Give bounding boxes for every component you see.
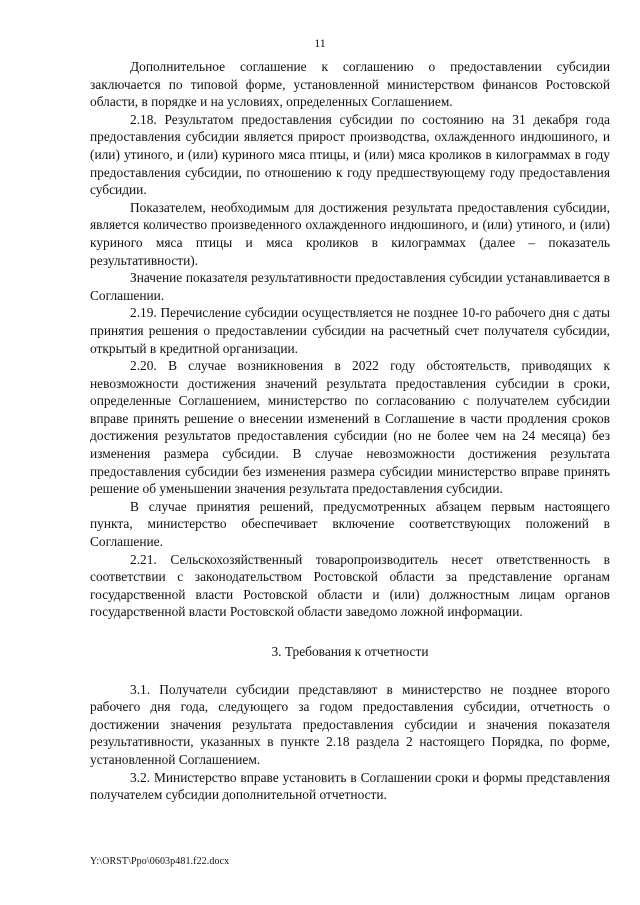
document-body <box>90 58 610 804</box>
footer-file-path: Y:\ORST\Ppo\0603p481.f22.docx <box>90 856 230 867</box>
paragraph: 3.2. Министерство вправе установить в Соглашении сроки и формы представления получателем субсидии дополнительной отчетности. <box>90 769 610 803</box>
paragraph: 2.19. Перечисление субсидии осуществляется не позднее 10-го рабочего дня с даты принятия решения о предоставлении субсидии на расчетный счет получателя субсидии, открытый в кредитной организации. <box>90 305 610 356</box>
paragraph: В случае принятия решений, предусмотренных абзацем первым настоящего пункта, министерство обеспечивает включение соответствующих положений в Соглашение. <box>90 498 610 550</box>
page-number: 11 <box>314 36 326 50</box>
section-heading: 3. Требования к отчетности <box>271 644 429 659</box>
paragraph: 3.1. Получатели субсидии представляют в министерство не позднее второго рабочего дня года, следующего за годом предоставления субсидии, отчетность о достижении значения результата предоставления субсидии и значения показателя результативности, указанных в пункте 2.18 раздела 2 настоящего Порядка, по форме, установленной Соглашением. <box>90 681 610 767</box>
paragraph: Дополнительное соглашение к соглашению о предоставлении субсидии заключается по типовой форме, установленной министерством финансов Ростовской области, в порядке и на условиях, определенных Соглашением. <box>90 59 610 110</box>
paragraph: Значение показателя результативности предоставления субсидии устанавливается в Соглашении. <box>90 270 610 303</box>
paragraph: 2.21. Сельскохозяйственный товаропроизводитель несет ответственность в соответствии с законодательством Ростовской области за представление органам государственной власти Ростовской области и (или) должностным лицам органов государственной власти Ростовской области заведомо ложной информации. <box>90 551 610 620</box>
paragraph: 2.20. В случае возникновения в 2022 году обстоятельств, приводящих к невозможности достижения значений результата предоставления субсидии в сроки, определенные Соглашением, министерство по согласованию с получателем субсидии вправе принять решение о внесении изменений в Соглашение в части продления сроков достижения результатов предоставления субсидии (но не более чем на 24 месяца) без изменения размера субсидии. В случае невозможности достижения результата предоставления субсидии без изменения размера субсидии министерство вправе принять решение об уменьшении значения результата предоставления субсидии. <box>90 358 610 497</box>
paragraph: Показателем, необходимым для достижения результата предоставления субсидии, является количество произведенного охлажденного индюшиного, и (или) утиного, и (или) куриного мяса птицы и мяса кроликов в килограммах (далее – показатель результативности). <box>90 199 610 268</box>
paragraph: 2.18. Результатом предоставления субсидии по состоянию на 31 декабря года предоставления субсидии является прирост производства, охлажденного индюшиного, и (или) утиного, и (или) куриного мяса птицы, и (или) мяса кроликов в килограммах в году предоставления субсидии, по отношению к году предшествующему году предоставления субсидии. <box>90 111 610 198</box>
